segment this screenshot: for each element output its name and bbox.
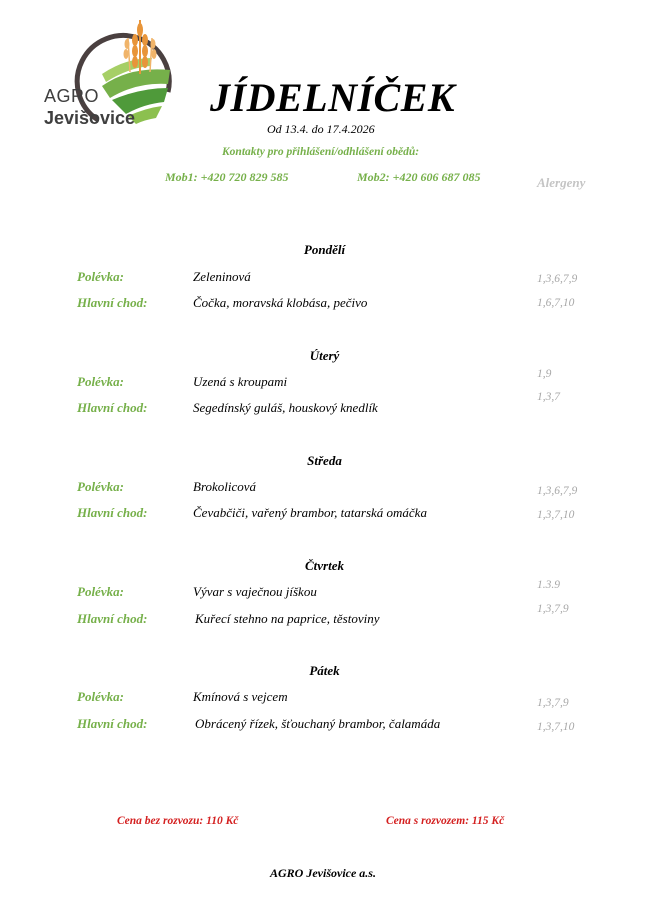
soup-dish: Brokolicová — [193, 479, 257, 494]
price-no-delivery: Cena bez rozvozu: 110 Kč — [117, 815, 239, 827]
allergens-header: Alergeny — [537, 175, 586, 190]
soup-allergens: 1,3,6,7,9 — [537, 273, 578, 285]
main-dish: Obrácený řízek, šťouchaný brambor, čalamáda — [195, 716, 441, 731]
main-label: Hlavní chod: — [77, 295, 148, 310]
soup-label: Polévka: — [77, 689, 124, 704]
main-allergens: 1,3,7,9 — [537, 603, 569, 615]
soup-dish: Zeleninová — [193, 269, 251, 284]
day-heading: Středa — [307, 453, 342, 468]
logo-text-agro: AGRO — [44, 86, 100, 106]
main-dish: Segedínský guláš, houskový knedlík — [193, 400, 378, 415]
soup-label: Polévka: — [77, 374, 124, 389]
soup-label: Polévka: — [77, 479, 124, 494]
day-heading: Čtvrtek — [305, 558, 344, 573]
main-allergens: 1,3,7 — [537, 391, 560, 403]
footer-company: AGRO Jevišovice a.s. — [270, 866, 376, 880]
day-heading: Pondělí — [303, 242, 346, 257]
price-delivery: Cena s rozvozem: 115 Kč — [386, 815, 505, 827]
soup-dish: Kmínová s vejcem — [193, 689, 288, 704]
main-label: Hlavní chod: — [77, 505, 148, 520]
soup-allergens: 1.3.9 — [537, 579, 560, 591]
main-allergens: 1,3,7,10 — [537, 509, 575, 521]
main-dish: Kuřecí stehno na paprice, těstoviny — [195, 611, 380, 626]
day-heading: Pátek — [309, 663, 340, 678]
main-label: Hlavní chod: — [77, 611, 148, 626]
date-range: Od 13.4. do 17.4.2026 — [267, 122, 375, 136]
soup-dish: Vývar s vaječnou jíškou — [193, 584, 317, 599]
soup-label: Polévka: — [77, 584, 124, 599]
page-title: JÍDELNÍČEK — [210, 75, 456, 120]
day-heading: Úterý — [309, 348, 340, 363]
soup-allergens: 1,3,7,9 — [537, 697, 569, 709]
main-dish: Čevabčiči, vařený brambor, tatarská omáčka — [193, 505, 427, 520]
logo-text-town: Jevišovice — [44, 108, 136, 128]
main-dish: Čočka, moravská klobása, pečivo — [193, 295, 368, 310]
soup-allergens: 1,9 — [537, 368, 552, 380]
soup-allergens: 1,3,6,7,9 — [537, 485, 578, 497]
soup-dish: Uzená s kroupami — [193, 374, 288, 389]
contacts-label: Kontakty pro přihlášení/odhlášení obědů: — [222, 146, 420, 158]
phone-mob2: Mob2: +420 606 687 085 — [357, 170, 481, 184]
main-label: Hlavní chod: — [77, 400, 148, 415]
main-allergens: 1,3,7,10 — [537, 721, 575, 733]
soup-label: Polévka: — [77, 269, 124, 284]
main-allergens: 1,6,7,10 — [537, 297, 575, 309]
phone-mob1: Mob1: +420 720 829 585 — [165, 170, 289, 184]
main-label: Hlavní chod: — [77, 716, 148, 731]
